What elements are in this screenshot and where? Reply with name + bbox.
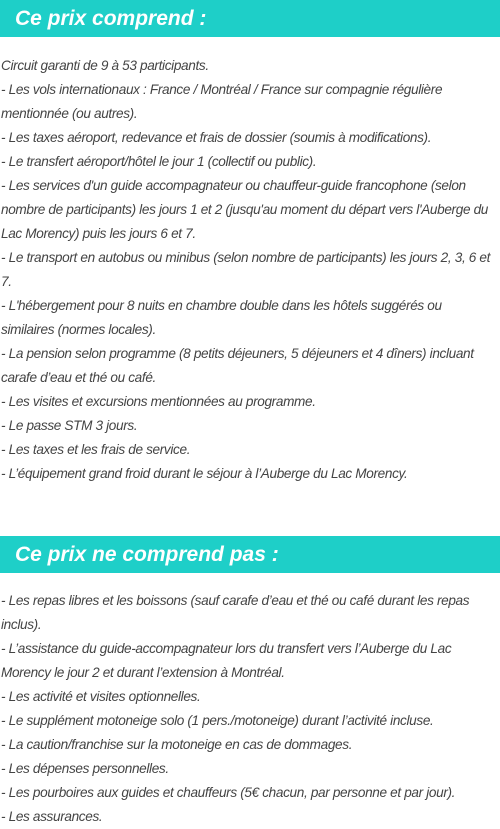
list-item: - L'hébergement pour 8 nuits en chambre double dans les hôtels suggérés ou similaires (normes locales). [1,298,442,337]
list-item: - Les services d'un guide accompagnateur ou chauffeur-guide francophone (selon nombre de participants) les jours 1 et 2 (jusqu'au moment du départ vers l'Auberge du Lac Morency) puis les jours 6 et 7. [1,178,488,241]
list-item: Circuit garanti de 9 à 53 participants. [1,58,209,73]
list-item: - Les visites et excursions mentionnées au programme. [1,394,316,409]
list-item: - La caution/franchise sur la motoneige en cas de dommages. [1,737,353,752]
list-item: - Le transfert aéroport/hôtel le jour 1 (collectif ou public). [1,154,317,169]
list-item: - Les activité et visites optionnelles. [1,689,201,704]
list-item: - Le supplément motoneige solo (1 pers./motoneige) durant l’activité incluse. [1,713,434,728]
list-item: - Les taxes aéroport, redevance et frais de dossier (soumis à modifications). [1,130,432,145]
list-item: - Les repas libres et les boissons (sauf carafe d’eau et thé ou café durant les repas inclus). [1,593,470,632]
list-item: - Les assurances. [1,809,103,824]
list-item: - Les taxes et les frais de service. [1,442,191,457]
list-item: - La pension selon programme (8 petits déjeuners, 5 déjeuners et 4 dîners) incluant carafe d’eau et thé ou café. [1,346,474,385]
excludes-list [0,589,500,829]
list-item: - Le passe STM 3 jours. [1,418,138,433]
list-item: - Les vols internationaux : France / Montréal / France sur compagnie régulière mentionnée (ou autres). [1,82,443,121]
list-item: - L’assistance du guide-accompagnateur lors du transfert vers l’Auberge du Lac Morency le jour 2 et durant l’extension à Montréal. [1,641,452,680]
list-item: - Les pourboires aux guides et chauffeurs (5€ chacun, par personne et par jour). [1,785,456,800]
list-item: - Le transport en autobus ou minibus (selon nombre de participants) les jours 2, 3, 6 et 7. [1,250,491,289]
includes-list [0,54,500,486]
section-title-excludes: Ce prix ne comprend pas : [0,536,500,573]
section-title-includes: Ce prix comprend : [0,0,500,37]
list-item: - L’équipement grand froid durant le séjour à l’Auberge du Lac Morency. [1,466,408,481]
list-item: - Les dépenses personnelles. [1,761,169,776]
